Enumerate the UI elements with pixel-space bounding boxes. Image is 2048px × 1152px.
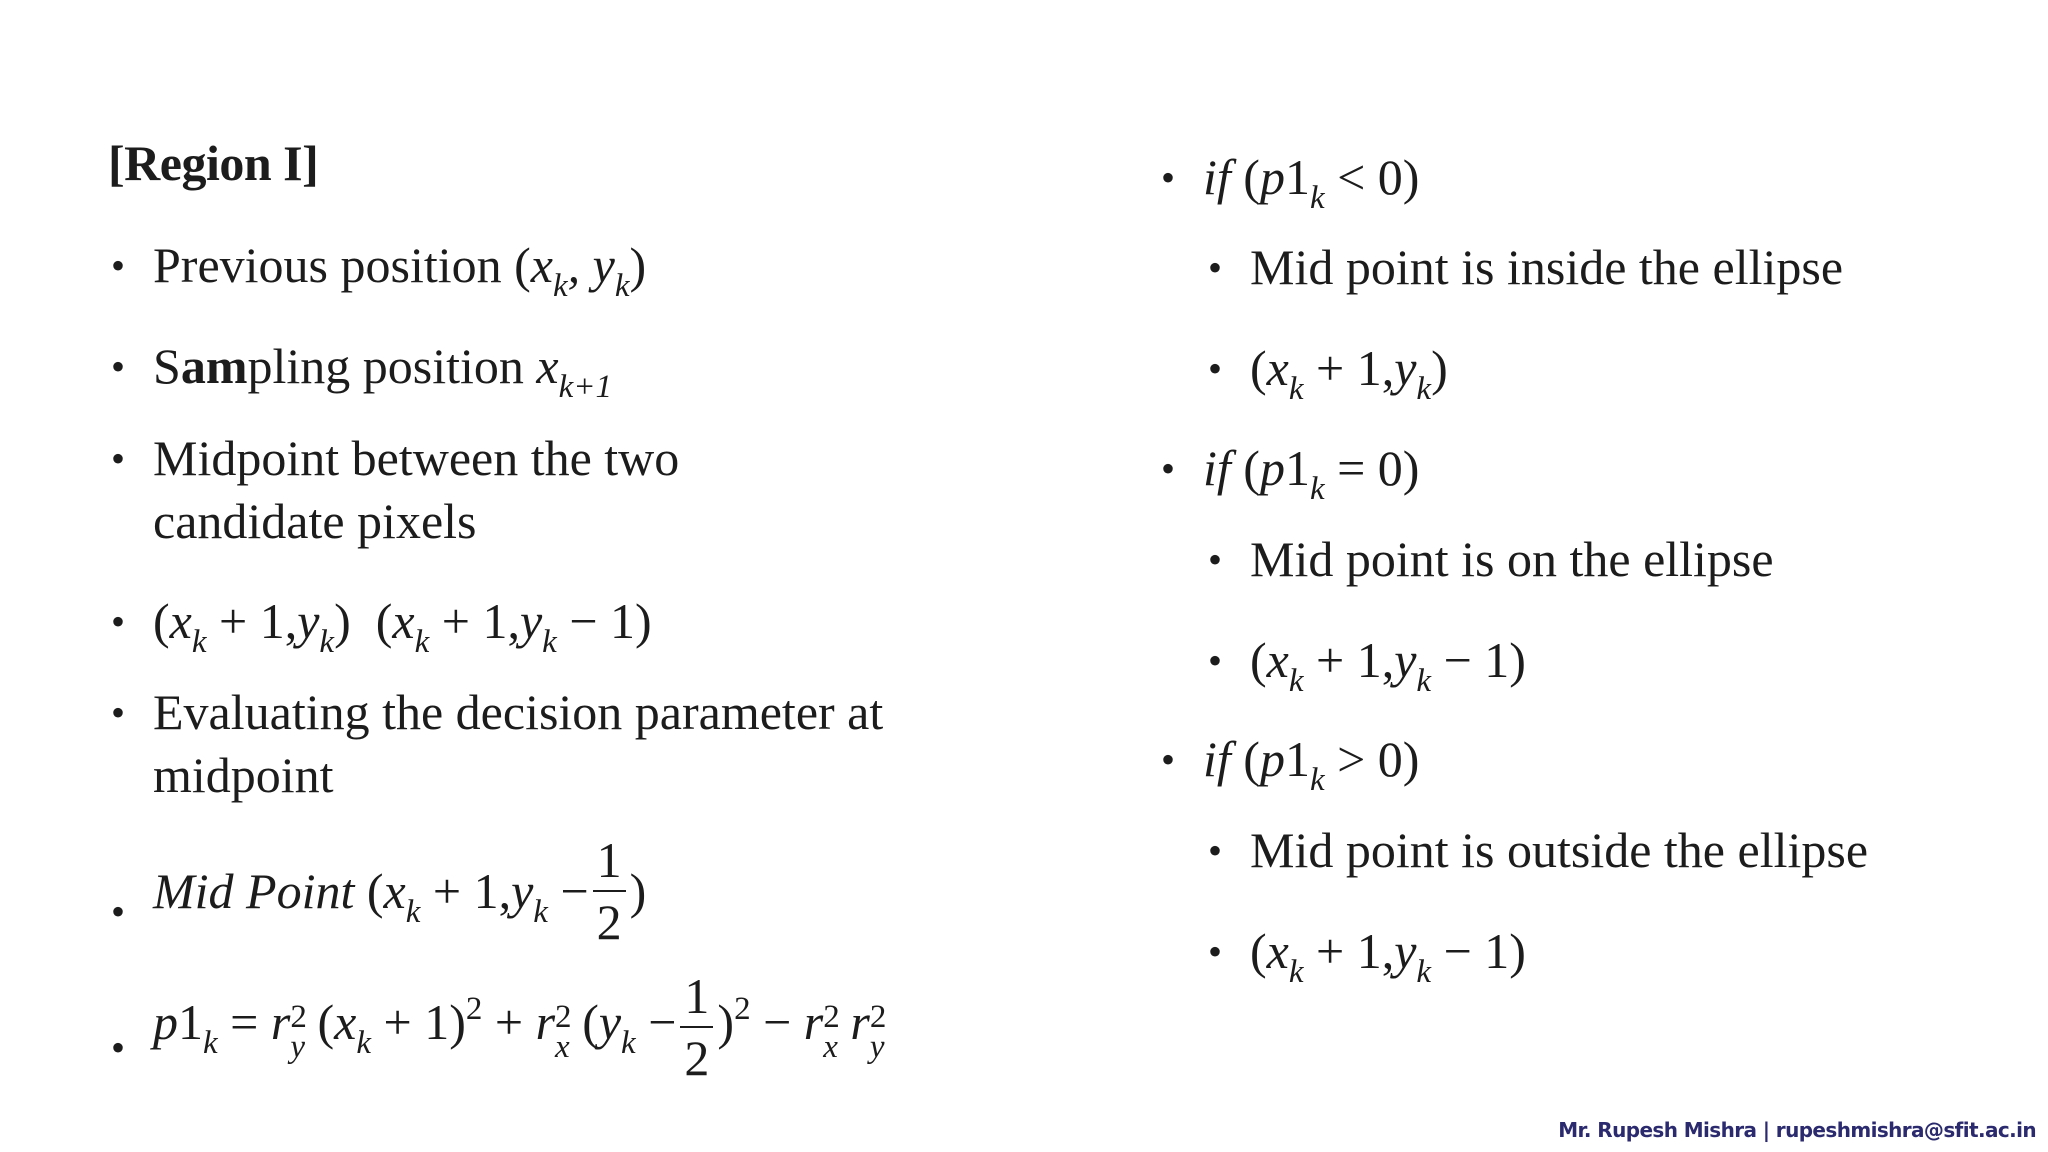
bullet: • bbox=[1161, 737, 1176, 782]
bullet: • bbox=[1208, 828, 1223, 873]
item-line-1: Midpoint between the two bbox=[153, 430, 680, 486]
item-sampling-position: • Sampling position $x_{k+1}$ bbox=[153, 335, 612, 398]
condition-less-next: • $(x_k + 1,y_k)$ bbox=[1250, 337, 1448, 400]
condition-greater-than-zero: • if $(p1_k > 0)$ bbox=[1203, 728, 1419, 791]
region-heading: [Region I] bbox=[108, 135, 319, 191]
condition-less-than-zero: • if $(p1_k < 0)$ bbox=[1203, 146, 1419, 209]
item-text: Previous position bbox=[153, 237, 515, 293]
item-previous-position: • Previous position ($x_k$, $y_k$) bbox=[153, 234, 646, 297]
item-text-bold: am bbox=[180, 338, 248, 394]
item-text-pre: S bbox=[153, 338, 181, 394]
fraction-one-half: $\frac{1}{2}$ bbox=[593, 830, 626, 952]
mid-point-label: Mid Point bbox=[153, 862, 355, 919]
condition-greater-next: • $(x_k + 1,y_k - 1)$ bbox=[1250, 920, 1526, 983]
author-footer: Mr. Rupesh Mishra | rupeshmishra@sfit.ac.in bbox=[1558, 1118, 2036, 1142]
bullet: • bbox=[111, 889, 126, 934]
bullet: • bbox=[1161, 155, 1176, 200]
bullet: • bbox=[1208, 245, 1223, 290]
item-midpoint-between bbox=[111, 427, 680, 553]
condition-equal-desc bbox=[1208, 528, 1774, 591]
bullet: • bbox=[111, 344, 126, 389]
bullet: • bbox=[111, 1025, 126, 1070]
condition-greater-desc bbox=[1208, 819, 1869, 882]
condition-desc-text: Mid point is on the ellipse bbox=[1250, 531, 1774, 587]
slide: [Region I] • Previous position ($x_k$, $y_k$) • Sampling position $x_{k+1}$ • Midpoint between the two candidate pixels • $(x_k + 1,y_k) (x_k + 1,y_k - 1)$ • Evaluating the decision parameter at midpoint • Mid Point ($x_k + 1,y_k$ − $\frac{1}{2}$ ) • $p1_k = r$ 2 y $(x_k + 1)^2 + r$ 2 x ($y_k$ − $\frac{1}{2}$ )$^2$ − r 2 x r 2 y • if $(p1_k < 0)$ • Mid point is inside the ellipse • $(x_k + 1,y_k)$ • if $(p1_k = 0)$ • Mid point is on the ellipse • $(x_k + 1,y_k - 1)$ • if $(p1_k > 0)$ • Mid point is outside the ellipse • $(x_k + 1,y_k - 1)$ Mr. Rupesh Mishra | rupeshmishra@sfit.ac.in bbox=[108, 135, 2036, 1142]
bullet: • bbox=[111, 690, 126, 735]
item-line-2: candidate pixels bbox=[153, 493, 477, 549]
item-evaluating bbox=[111, 681, 884, 807]
item-candidates: • $(x_k + 1,y_k) (x_k + 1,y_k - 1)$ bbox=[153, 590, 652, 653]
bullet: • bbox=[1208, 929, 1223, 974]
item-text-post: pling position bbox=[247, 338, 537, 394]
condition-equal-zero: • if $(p1_k = 0)$ bbox=[1203, 437, 1419, 500]
bullet: • bbox=[1208, 638, 1223, 683]
bullet: • bbox=[111, 599, 126, 644]
condition-desc-text: Mid point is inside the ellipse bbox=[1250, 239, 1844, 295]
bullet: • bbox=[1208, 537, 1223, 582]
condition-less-desc bbox=[1208, 236, 1844, 299]
condition-equal-next: • $(x_k + 1,y_k - 1)$ bbox=[1250, 629, 1526, 692]
fraction-one-half: $\frac{1}{2}$ bbox=[680, 966, 713, 1088]
bullet: • bbox=[1161, 446, 1176, 491]
bullet: • bbox=[111, 436, 126, 481]
item-line-1: Evaluating the decision parameter at bbox=[153, 684, 884, 740]
condition-desc-text: Mid point is outside the ellipse bbox=[1250, 822, 1869, 878]
bullet: • bbox=[111, 243, 126, 288]
bullet: • bbox=[1208, 346, 1223, 391]
item-line-2: midpoint bbox=[153, 747, 334, 803]
